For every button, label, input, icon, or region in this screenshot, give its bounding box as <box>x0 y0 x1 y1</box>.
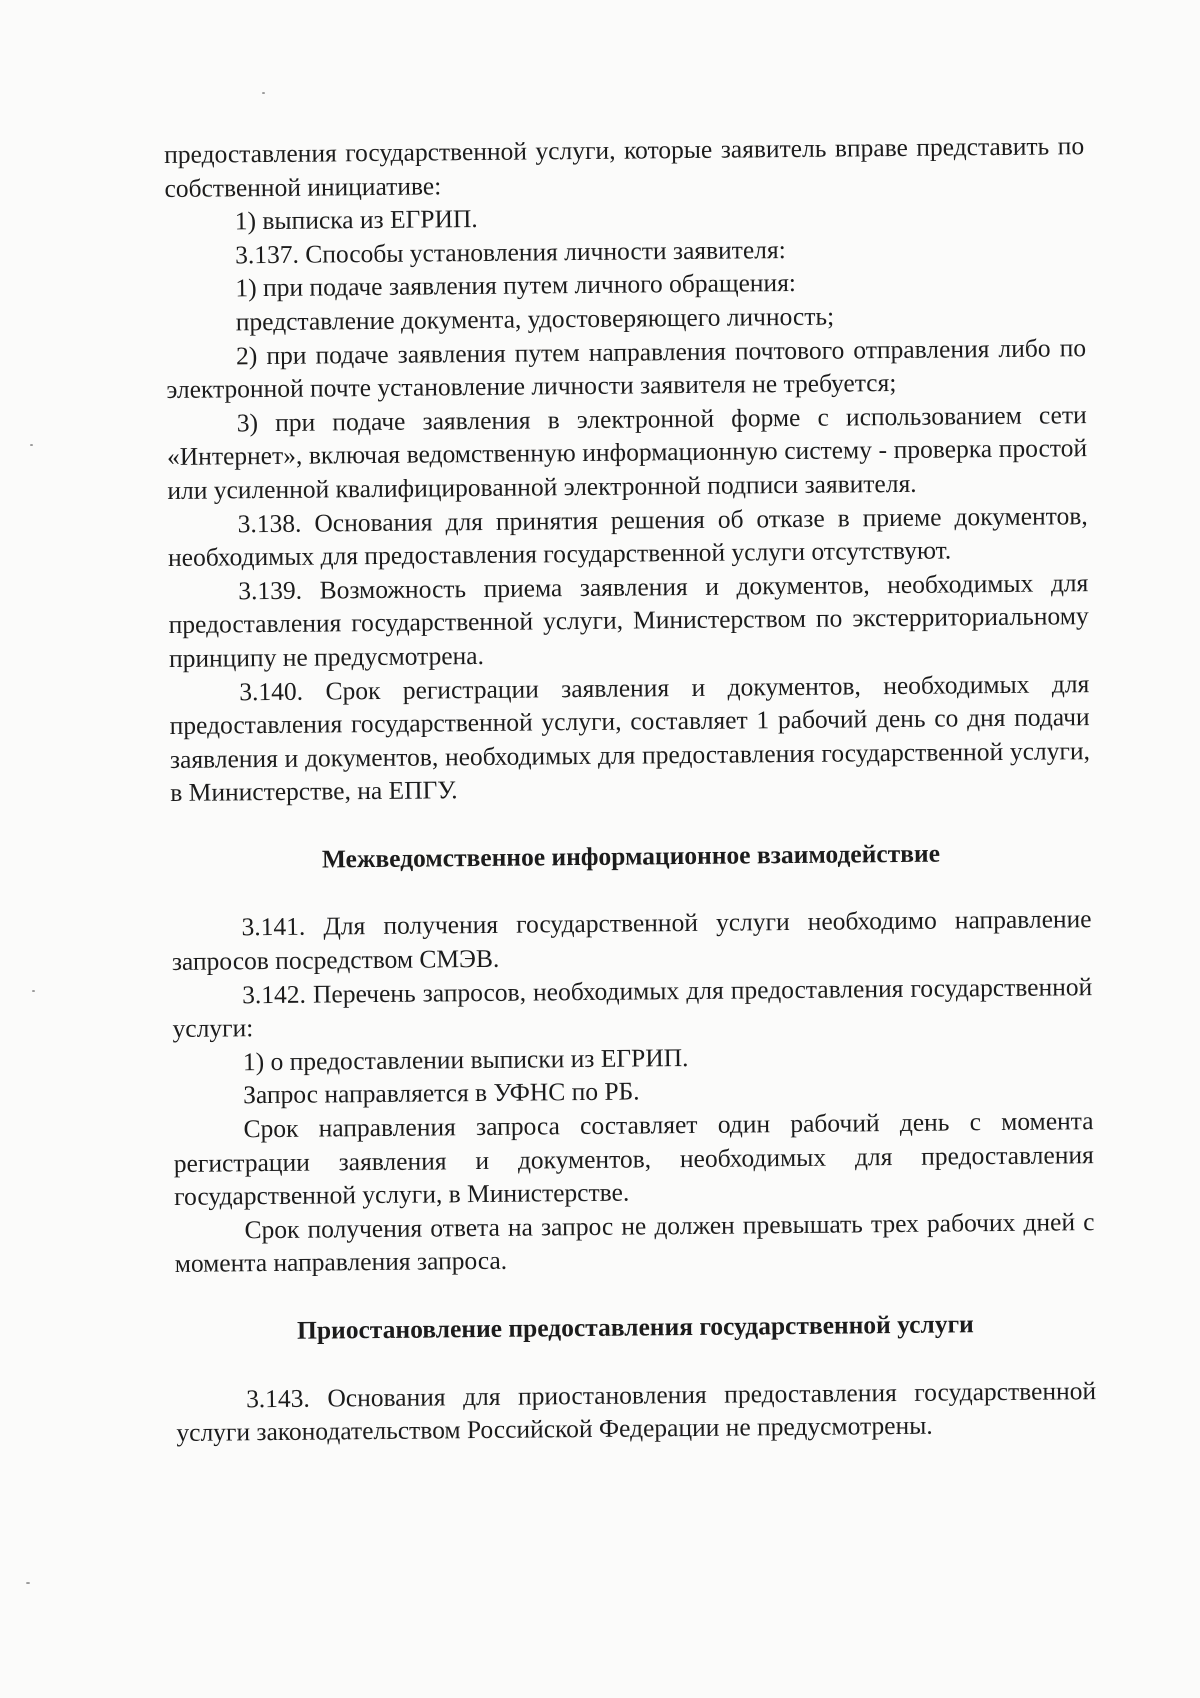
paragraph-3-139: 3.139. Возможность приема заявления и документов, необходимых для предоставления государственной услуги, Министерством по экстерриториальному принципу не предусмотрена. <box>168 567 1089 673</box>
paragraph-request-term: Срок направления запроса составляет один рабочий день с момента регистрации заявления и документов, необходимых для предоставления государственной услуги, в Министерстве. <box>173 1106 1094 1212</box>
paragraph-request-ufns: Запрос направляется в УФНС по РБ. <box>243 1076 640 1110</box>
paragraph-postal: 2) при подаче заявления путем направления почтового отправления либо по электронной почте установление личности заявителя не требуется; <box>166 332 1087 405</box>
scan-speck <box>262 92 265 94</box>
paragraph-continuation: предоставления государственной услуги, которые заявитель вправе представить по собственной инициативе: <box>164 131 1085 203</box>
paragraph-id-document: представление документа, удостоверяющего личность; <box>235 301 835 337</box>
document-body <box>164 129 1097 1450</box>
scan-speck <box>26 1582 30 1584</box>
paragraph-3-138: 3.138. Основания для принятия решения об отказе в приеме документов, необходимых для предоставления государственной услуги отсутствуют. <box>167 500 1088 573</box>
section-heading-interagency: Межведомственное информационное взаимодействие <box>321 838 941 874</box>
section-heading-suspension: Приостановление предоставления государственной услуги <box>296 1309 974 1345</box>
paragraph-response-term: Срок получения ответа на запрос не должен превышать трех рабочих дней с момента направления запроса. <box>174 1206 1095 1279</box>
paragraph-3-142: 3.142. Перечень запросов, необходимых для предоставления государственной услуги: <box>172 971 1093 1044</box>
paragraph-egrip-extract: 1) выписка из ЕГРИП. <box>234 204 478 236</box>
scan-speck <box>32 990 35 992</box>
paragraph-electronic: 3) при подаче заявления в электронной форме с использованием сети «Интернет», включая ведомственную информационную систему - проверка простой или усиленной квалифицированной электронной подписи заявителя. <box>166 399 1088 505</box>
paragraph-3-137: 3.137. Способы установления личности заявителя: <box>234 234 786 270</box>
paragraph-3-141: 3.141. Для получения государственной услуги необходимо направление запросов посредством СМЭВ. <box>171 904 1092 977</box>
paragraph-request-egrip: 1) о предоставлении выписки из ЕГРИП. <box>242 1042 689 1077</box>
paragraph-3-143: 3.143. Основания для приостановления предоставления государственной услуги законодательством Российской Федерации не предусмотрены. <box>176 1375 1097 1448</box>
paragraph-3-140: 3.140. Срок регистрации заявления и документов, необходимых для предоставления государственной услуги, составляет 1 рабочий день со дня подачи заявления и документов, необходимых для предоставления государственной услуги, в Министерстве, на ЕПГУ. <box>169 668 1091 808</box>
paragraph-personal-visit: 1) при подаче заявления путем личного обращения: <box>235 268 797 303</box>
scan-speck <box>30 444 33 446</box>
